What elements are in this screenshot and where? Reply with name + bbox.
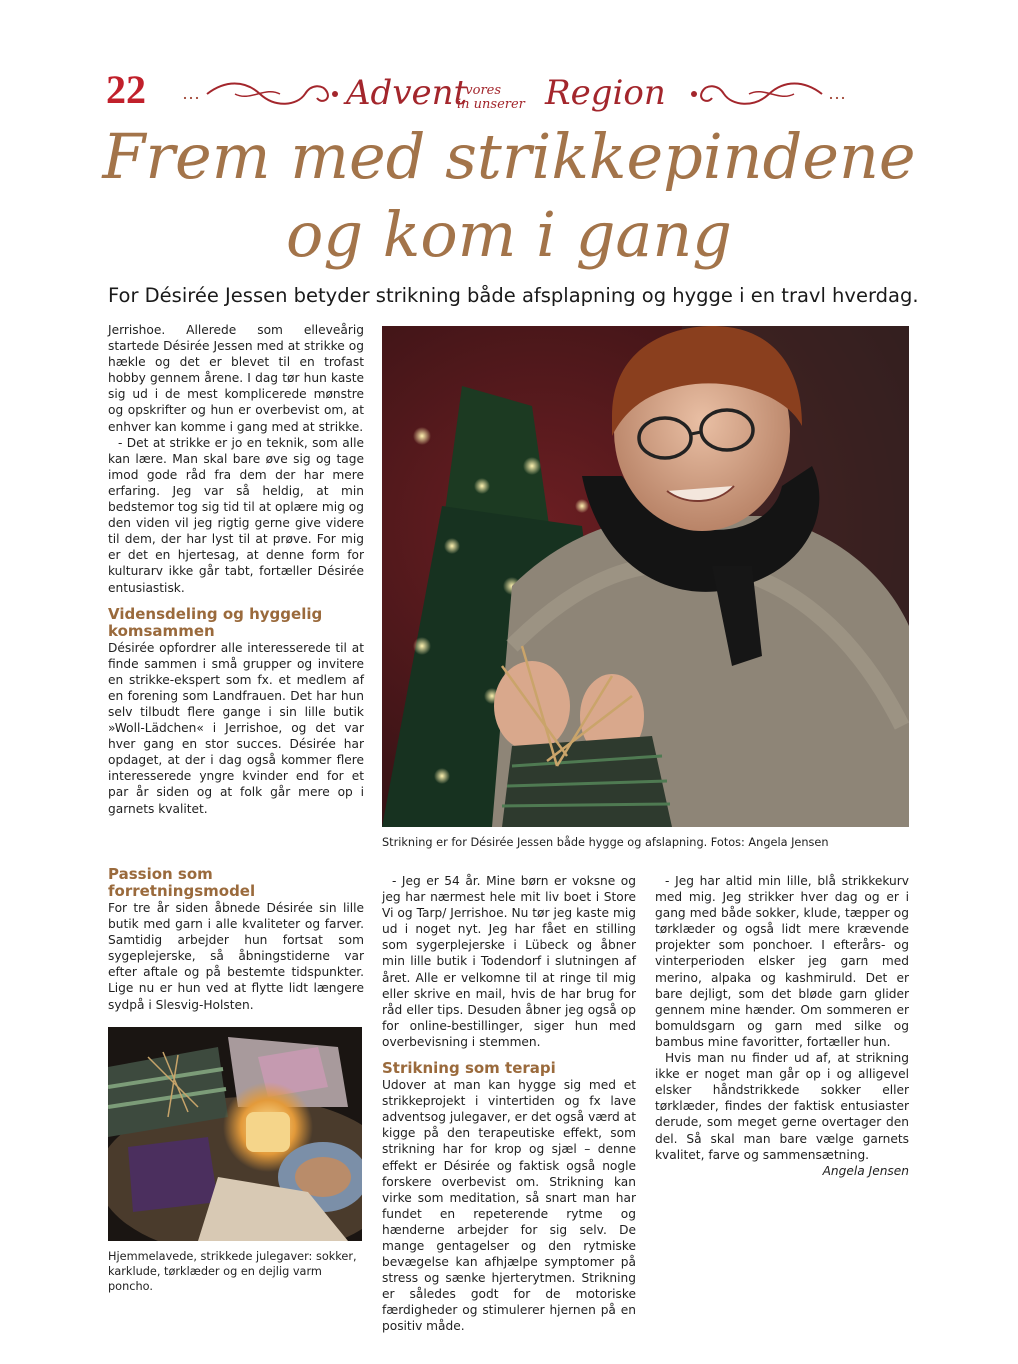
header-i-vores: i vores	[457, 83, 502, 98]
header-advent: Advent	[346, 73, 468, 113]
header-region: Region	[545, 73, 666, 113]
section-2-paragraph: For tre år siden åbnede Désirée sin lille butik med garn i alle kvaliteter og farver. Samtidig arbejder hun fortsat som sygeplejerske, så åbningstiderne var efter aftale og på bestemte tidspunkter. Lige nu er hun ved at flytte lidt længere sydpå i Slesvig-Holsten.	[108, 901, 364, 1012]
article-column-2	[382, 873, 636, 1335]
main-photo-caption: Strikning er for Désirée Jessen både hygge og afslapning. Fotos: Angela Jensen	[382, 836, 829, 849]
header-in-unserer: in unserer	[457, 96, 525, 112]
ornament-right-icon	[684, 76, 824, 112]
article-column-3	[655, 873, 909, 1179]
column-3-paragraph-2: - Jeg har altid min lille, blå strikkekurv med mig. Jeg strikker hver dag og er i gang med både sokker, klude, tæpper og tørklæder og også lidt mere krævende projekter som ponchoer. I efterårs- og vinterperioden elsker jeg garn med merino, alpaka og kashmiruld. Det er bare dejligt, som det bløde garn glider gennem mine hænder. Om sommeren er bomuldsgarn og garn med silke og bambus mine favoritter, fortæller hun.	[655, 874, 909, 1049]
intro-paragraph-1: Jerrishoe. Allerede som elleveårig startede Désirée Jessen med at strikke og hækle og det er blevet til en trofast hobby gennem årene. I dag tør hun kaste sig ud i de mest komplicerede mønstre og opskrifter og hun er overbevist om, at enhver kan komme i gang med at strikke.	[108, 323, 364, 434]
page-number: 22	[106, 67, 146, 112]
header-dots-right: ···	[828, 88, 846, 108]
header-language-label	[457, 84, 525, 111]
main-photo	[382, 326, 909, 827]
column-3-paragraph-3: Hvis man nu finder ud af, at strikning ikke er noget man går op i og alligevel elsker håndstrikkede sokker eller tørklæder, findes der faktisk entusiaster derude, som meget gerne overtager den del. Så skal man bare vælge garnets kvalitet, farve og sammensætning.	[655, 1051, 909, 1162]
section-heading-terapi: Strikning som terapi	[382, 1059, 556, 1078]
header-dots-left: ···	[182, 88, 200, 108]
intro-paragraph-2: - Det at strikke er jo en teknik, som alle kan lære. Man skal bare øve sig og tage imod gode råd fra dem der har mere erfaring. Jeg var så heldig, at min bedstemor tog sig tid til at oplære mig og den viden vil jeg rigtig gerne give videre til dem, der har lyst til at prøve. For mig er det en hjertesag, at denne form for kulturarv ikke går tabt, fortæller Désirée entusiastisk.	[108, 435, 364, 595]
ornament-left-icon	[205, 76, 345, 112]
section-heading-passion: Passion som forretningsmodel	[108, 865, 256, 900]
small-photo-caption: Hjemmelavede, strikkede julegaver: sokker, karklude, tørklæder og en dejlig varm poncho.	[108, 1250, 357, 1293]
article-column-1	[108, 322, 364, 817]
article-subtitle: For Désirée Jessen betyder strikning både afsplapning og hygge i en travl hverdag.	[108, 284, 919, 307]
section-heading-vidensdeling: Vidensdeling og hyggelig komsammen	[108, 604, 323, 640]
article-column-1-bottom	[108, 866, 364, 1013]
article-byline: Angela Jensen	[822, 1163, 909, 1178]
section-1-paragraph: Désirée opfordrer alle interesserede til at finde sammen i små grupper og invitere en strikke-ekspert som fx. et medlem af en forening som Landfrauen. Det har hun selv tilbudt flere gange i sin lille butik »Woll-Lädchen« i Jerrishoe, og det var hver gang en stor succes. Désirée har opdaget, at der i dag også kommer flere interesserede yngre kvinder end for et par år siden og at folk går mere op i garnets kvalitet.	[108, 640, 364, 816]
section-3-paragraph: Udover at man kan hygge sig med et strikkeprojekt i vintertiden og fx lave adventsog julegaver, er det også værd at kigge på den terapeutiske effekt, som strikning har for krop og sjæl – denne effekt er Désirée og faktisk også nogle forskere overbevist om. Strikning kan virke som meditation, så snart man har fundet en repeterende rytme og hænderne arbejder for sig selv. De mange gentagelser og den rytmiske bevægelse kan afhjælpe symptomer på stress og sænke hjerterytmen. Strikning er således godt for de motoriske færdigheder og stimulerer hjernen på en positiv måde.	[382, 1078, 636, 1334]
small-photo	[108, 1027, 362, 1241]
article-title-line-1: Frem med strikkepindene	[102, 120, 916, 193]
article-title-line-2: og kom i gang	[286, 198, 732, 271]
column-2-paragraph: - Jeg er 54 år. Mine børn er voksne og jeg har nærmest hele mit liv boet i Store Vi og Tarp/ Jerrishoe. Nu tør jeg kaste mig ud i noget nyt. Jeg har fået en stilling som sygerplejerske i Lübeck og åbner min lille butik i Todendorf i slutningen af året. Alle er velkomne til at ringe til mig eller skrive en mail, hvis de har brug for råd eller tips. Desuden åbner jeg også op for online-bestillinger, siger hun med overbevisning i stemmen.	[382, 874, 636, 1049]
